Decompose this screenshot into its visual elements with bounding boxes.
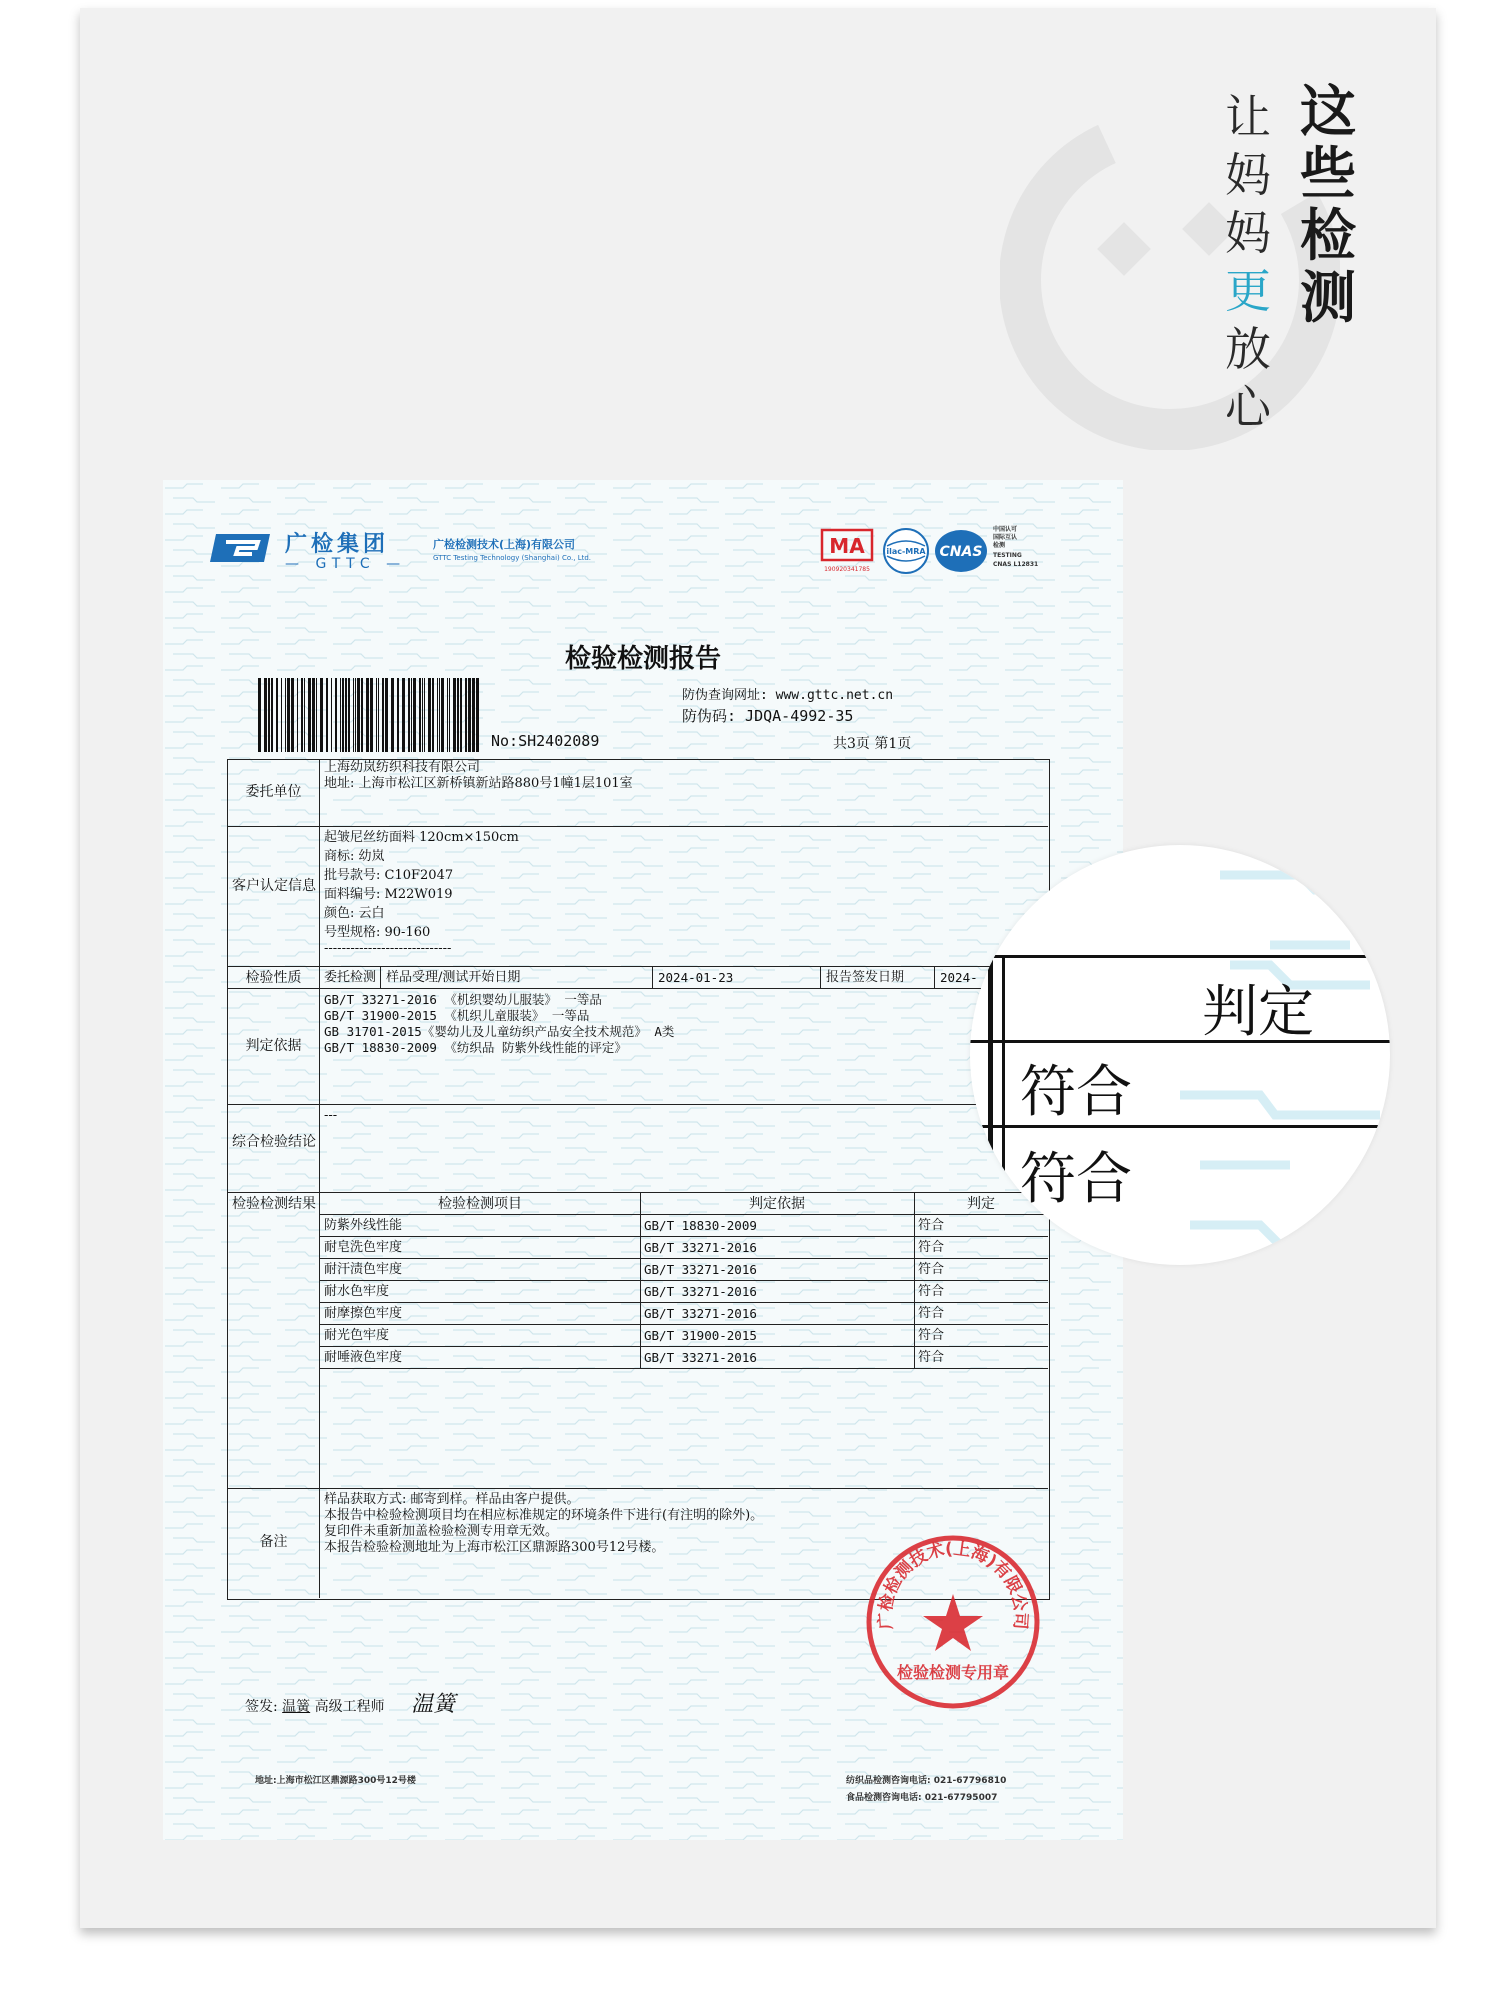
result-verdict: 符合	[918, 1218, 945, 1233]
ilac-mra-icon	[881, 526, 931, 576]
basis-line: GB/T 33271-2016 《机织婴幼儿服装》 一等品	[324, 992, 602, 1007]
result-basis: GB/T 33271-2016	[644, 1240, 757, 1255]
remark-line: 样品获取方式: 邮寄到样。样品由客户提供。	[324, 1492, 580, 1507]
magnifier-verdict: 符合	[1020, 1060, 1132, 1125]
remark-line: 本报告中检验检测项目均在相应标准规定的环境条件下进行(有注明的除外)。	[324, 1508, 764, 1523]
issue-date-label: 报告签发日期	[826, 970, 905, 985]
cnas-text: CNAS	[939, 544, 983, 560]
info-line: 面料编号: M22W019	[324, 887, 453, 902]
basis-line: GB 31701-2015《婴幼儿及儿童纺织产品安全技术规范》 A类	[324, 1024, 675, 1039]
ilac-text: ilac-MRA	[886, 547, 926, 556]
slogan-char: 妈	[1225, 206, 1271, 260]
conclusion-value: ---	[324, 1108, 338, 1123]
basis-line: GB/T 31900-2015 《机织儿童服装》 一等品	[324, 1008, 590, 1023]
result-item: 耐唾液色牢度	[324, 1350, 403, 1365]
remarks-label: 备注	[259, 1534, 288, 1550]
slogan-char: 心	[1225, 380, 1271, 434]
issue-date-value: 2024-	[940, 970, 978, 985]
results-header-verdict: 判定	[967, 1196, 995, 1212]
handwritten-signature: 温簧	[411, 1692, 456, 1717]
slogan-char: 些	[1300, 142, 1356, 207]
verify-url: 防伪查询网址: www.gttc.net.cn	[682, 688, 894, 703]
client-label: 委托单位	[245, 784, 302, 800]
results-label: 检验检测结果	[232, 1196, 316, 1212]
seal-bottom-text: 检验检测专用章	[896, 1663, 1010, 1682]
slogan-char: 妈	[1225, 148, 1271, 202]
result-basis: GB/T 33271-2016	[644, 1262, 757, 1277]
info-line: 商标: 幼岚	[324, 849, 385, 864]
smiley-watermark-icon	[1000, 110, 1340, 450]
magnifier-zoom	[970, 845, 1390, 1265]
official-seal-icon	[863, 1532, 1043, 1712]
client-address: 地址: 上海市松江区新桥镇新站路880号1幢1层101室	[324, 776, 633, 791]
result-verdict: 符合	[918, 1262, 945, 1277]
info-line: -----------------------------	[324, 941, 452, 956]
report-title: 检验检测报告	[564, 644, 721, 674]
signature-label: 签发:	[245, 1699, 278, 1715]
result-basis: GB/T 33271-2016	[644, 1350, 757, 1365]
info-label: 客户认定信息	[232, 878, 316, 894]
slogan-light	[1222, 88, 1274, 436]
sample-date-label: 样品受理/测试开始日期	[386, 970, 521, 985]
gttc-logo-icon	[208, 528, 278, 568]
cnas-no-label: CNAS L12831	[993, 561, 1039, 568]
slogan-char: 这	[1300, 80, 1356, 145]
results-header-basis: 判定依据	[749, 1196, 805, 1212]
barcode-icon	[256, 678, 486, 756]
nature-label: 检验性质	[245, 970, 302, 986]
result-basis: GB/T 18830-2009	[644, 1218, 757, 1233]
verify-code: 防伪码: JDQA-4992-35	[682, 707, 854, 725]
info-line: 起皱尼丝纺面料 120cm×150cm	[324, 830, 519, 845]
result-item: 耐水色牢度	[324, 1284, 390, 1299]
cma-text: MA	[829, 534, 865, 558]
basis-line: GB/T 18830-2009 《纺织品 防紫外线性能的评定》	[324, 1040, 627, 1055]
cnas-testing-label: TESTING	[993, 552, 1022, 559]
signer-title: 高级工程师	[314, 1699, 385, 1715]
slogan-char: 让	[1225, 90, 1271, 144]
slogan-char: 检	[1300, 204, 1356, 269]
seal-arc-text: 广检检测技术(上海)有限公司	[875, 1538, 1031, 1631]
result-item: 耐汗渍色牢度	[324, 1262, 403, 1277]
result-item: 耐光色牢度	[324, 1328, 390, 1343]
result-verdict: 符合	[918, 1240, 945, 1255]
client-name: 上海幼岚纺织科技有限公司	[324, 760, 481, 775]
cnas-cn-label: 中国认可 国际互认 检测	[993, 526, 1018, 549]
result-verdict: 符合	[918, 1350, 945, 1365]
slogan-char: 放	[1225, 322, 1271, 376]
magnifier-verdict: 符合	[1020, 1147, 1132, 1212]
result-item: 耐摩擦色牢度	[324, 1306, 403, 1321]
magnifier-header: 判定	[1202, 980, 1314, 1045]
remark-line: 本报告检验检测地址为上海市松江区鼎源路300号12号楼。	[324, 1540, 665, 1555]
slogan-bold	[1298, 82, 1358, 330]
result-verdict: 符合	[918, 1328, 945, 1343]
results-header-item: 检验检测项目	[438, 1196, 522, 1212]
result-item: 耐皂洗色牢度	[324, 1240, 403, 1255]
nature-value: 委托检测	[324, 970, 377, 985]
report-number: No:SH2402089	[491, 732, 600, 750]
company-name-cn: 广检检测技术(上海)有限公司	[433, 538, 576, 551]
brand-sub-text: GTTC	[315, 556, 376, 572]
info-line: 批号款号: C10F2047	[324, 868, 454, 883]
signer-name: 温簧	[282, 1699, 311, 1715]
result-basis: GB/T 33271-2016	[644, 1284, 757, 1299]
footer-textile-phone: 纺织品检测咨询电话: 021-67796810	[846, 1776, 1007, 1786]
brand-sub: — GTTC —	[285, 556, 407, 572]
cma-code: 190920341785	[824, 566, 870, 573]
result-basis: GB/T 31900-2015	[644, 1328, 757, 1343]
page-count: 共3页 第1页	[833, 736, 912, 752]
result-verdict: 符合	[918, 1306, 945, 1321]
slogan-char: 测	[1300, 266, 1356, 331]
cnas-mark-icon	[933, 526, 989, 576]
basis-label: 判定依据	[245, 1038, 302, 1054]
footer-food-phone: 食品检测咨询电话: 021-67795007	[846, 1793, 998, 1803]
info-line: 号型规格: 90-160	[324, 925, 431, 940]
cma-mark-icon	[818, 526, 876, 576]
remark-line: 复印件未重新加盖检验检测专用章无效。	[324, 1524, 559, 1539]
result-verdict: 符合	[918, 1284, 945, 1299]
signature-line	[245, 1687, 455, 1718]
company-name-en: GTTC Testing Technology (Shanghai) Co., Ltd.	[433, 554, 592, 562]
footer-address: 地址:上海市松江区鼎源路300号12号楼	[255, 1776, 416, 1786]
info-line: 颜色: 云白	[324, 906, 385, 921]
sample-date-value: 2024-01-23	[658, 970, 734, 985]
conclusion-label: 综合检验结论	[232, 1134, 316, 1150]
slogan-highlight-char: 更	[1225, 264, 1271, 318]
result-basis: GB/T 33271-2016	[644, 1306, 757, 1321]
report-table	[227, 759, 1050, 1600]
brand-name: 广检集团	[285, 532, 390, 557]
result-item: 防紫外线性能	[324, 1218, 403, 1233]
